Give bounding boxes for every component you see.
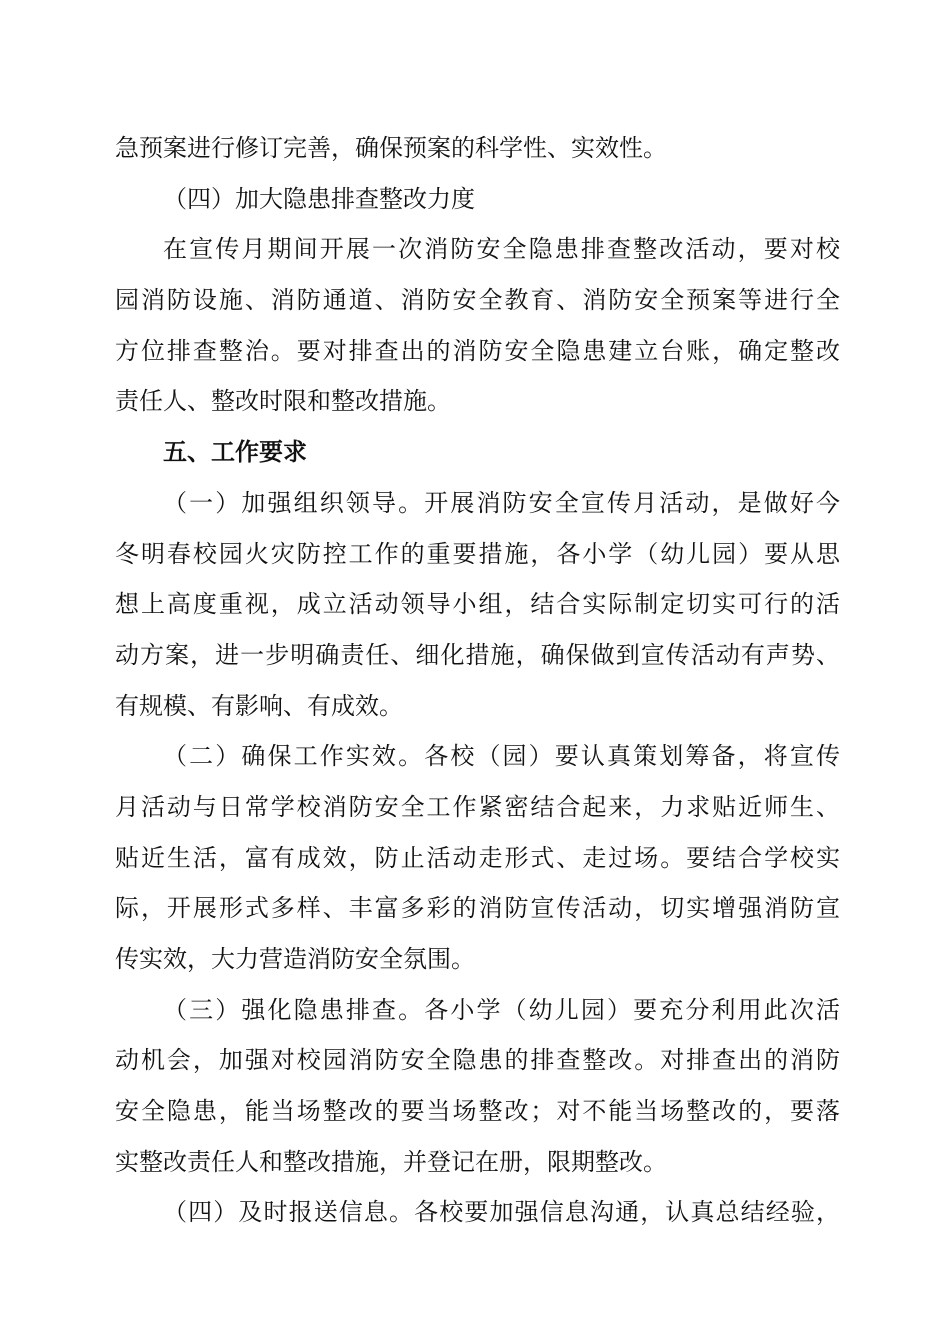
paragraph-line: 贴近生活，富有成效，防止活动走形式、走过场。要结合学校实 xyxy=(115,843,840,872)
paragraph-line: 月活动与日常学校消防安全工作紧密结合起来，力求贴近师生、 xyxy=(115,792,840,821)
paragraph-line: 想上高度重视，成立活动领导小组，结合实际制定切实可行的活 xyxy=(115,590,840,619)
paragraph-line: （一）加强组织领导。开展消防安全宣传月活动，是做好今 xyxy=(163,488,840,517)
paragraph-line: 动机会，加强对校园消防安全隐患的排查整改。对排查出的消防 xyxy=(115,1046,840,1075)
text-line: 急预案进行修订完善，确保预案的科学性、实效性。 xyxy=(115,134,667,162)
paragraph-line: 实整改责任人和整改措施，并登记在册，限期整改。 xyxy=(115,1147,667,1176)
document-body xyxy=(115,123,840,1238)
paragraph-line: 安全隐患，能当场整改的要当场整改；对不能当场整改的，要落 xyxy=(115,1097,840,1126)
paragraph-line: 动方案，进一步明确责任、细化措施，确保做到宣传活动有声势、 xyxy=(115,640,840,669)
paragraph-line: （二）确保工作实效。各校（园）要认真策划筹备，将宣传 xyxy=(163,742,840,771)
paragraph-line: 冬明春校园火灾防控工作的重要措施，各小学（幼儿园）要从思 xyxy=(115,539,840,568)
paragraph-line: （三）强化隐患排查。各小学（幼儿园）要充分利用此次活 xyxy=(163,995,840,1024)
paragraph-line: 方位排查整治。要对排查出的消防安全隐患建立台账，确定整改 xyxy=(115,336,840,365)
section-heading: （四）加大隐患排查整改力度 xyxy=(163,184,475,213)
paragraph-line: 传实效，大力营造消防安全氛围。 xyxy=(115,945,475,973)
paragraph-line: 际，开展形式多样、丰富多彩的消防宣传活动，切实增强消防宣 xyxy=(115,894,840,923)
paragraph-line: 园消防设施、消防通道、消防安全教育、消防安全预案等进行全 xyxy=(115,286,840,315)
paragraph-line: （四）及时报送信息。各校要加强信息沟通，认真总结经验， xyxy=(163,1198,840,1227)
paragraph-line: 责任人、整改时限和整改措施。 xyxy=(115,387,451,416)
paragraph-line: 在宣传月期间开展一次消防安全隐患排查整改活动，要对校 xyxy=(163,235,840,264)
chapter-heading: 五、工作要求 xyxy=(163,438,307,467)
paragraph-line: 有规模、有影响、有成效。 xyxy=(115,691,403,720)
